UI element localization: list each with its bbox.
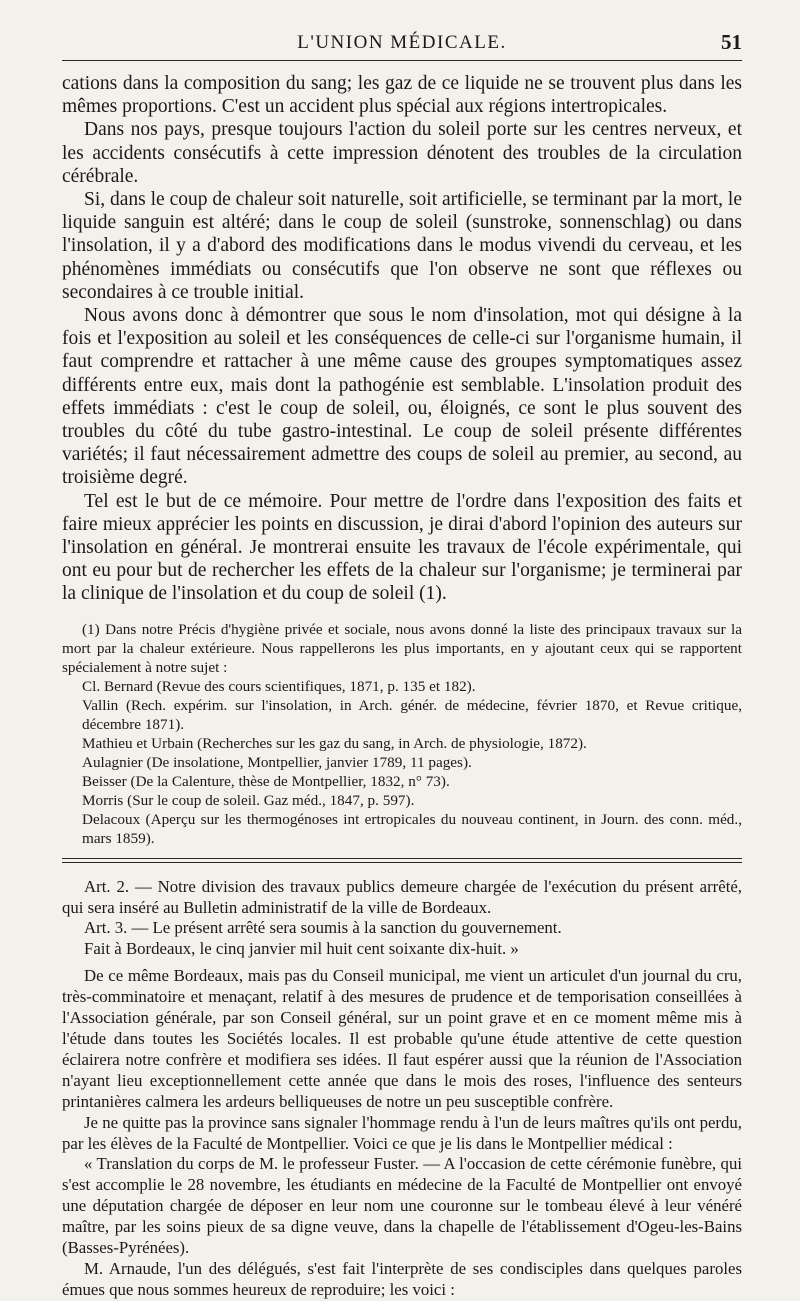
footnote-reference: Delacoux (Aperçu sur les thermogénoses int ertropicales du nouveau continent, in Journ. des conn. méd., mars 1859). xyxy=(82,810,742,847)
paragraph-fuster-translation: « Translation du corps de M. le professeur Fuster. — A l'occasion de cette cérémonie funèbre, qui s'est accomplie le 28 novembre, les étudiants en médecine de la Faculté de Montpellier ont envoyé une députation chargée de déposer en leur nom une couronne sur le tombeau élevé à leur vénéré maître, par les soins pieux de sa digne veuve, dans la chapelle de l'établissement d'Ogeu-les-Bains (Basses-Pyrénées). xyxy=(62,1154,742,1258)
paragraph-montpellier-homage: Je ne quitte pas la province sans signaler l'hommage rendu à l'un de leurs maîtres qu'ils ont perdu, par les élèves de la Faculté de Montpellier. Voici ce que je lis dans le Montpellier médical : xyxy=(62,1112,742,1153)
article-2: Art. 2. — Notre division des travaux publics demeure chargée de l'exécution du présent arrêté, qui sera inséré au Bulletin administratif de la ville de Bordeaux. xyxy=(62,876,742,917)
article-3: Art. 3. — Le présent arrêté sera soumis à la sanction du gouvernement. xyxy=(84,918,562,938)
footnotes xyxy=(62,620,742,848)
paragraph-continuation: cations dans la composition du sang; les gaz de ce liquide ne se trouvent plus dans les mêmes proportions. C'est un accident plus spécial aux régions intertropicales. xyxy=(62,73,742,118)
paragraph-memoir-aim: Tel est le but de ce mémoire. Pour mettre de l'ordre dans l'exposition des faits et faire mieux apprécier les points en discussion, je dirai d'abord l'opinion des auteurs sur l'insolation en général. Je montrerai ensuite les travaux de l'école expérimentale, qui ont eu pour but de rechercher les effets de la chaleur sur l'organisme; je terminerai par la clinique de l'insolation et du coup de soleil (1). xyxy=(62,490,742,605)
paragraph-bordeaux-journal: De ce même Bordeaux, mais pas du Conseil municipal, me vient un articulet d'un journal du cru, très-comminatoire et menaçant, relatif à des mesures de prudence et de temporisation conseillées à l'Association générale, par son Conseil général, sur un point grave et en ce moment même mis à l'étude dans toutes les Sociétés locales. Il est probable qu'une étude attentive de cette question éclairera notre confrère et modifiera ses idées. Il faut espérer aussi que la réunion de l'Association n'ayant lieu exceptionnellement cette année que dans le mois des roses, l'influence des senteurs printanières calmera les ardeurs belliqueuses de notre un peu susceptible confrère. xyxy=(62,966,742,1111)
paragraph-arnaude: M. Arnaude, l'un des délégués, s'est fait l'interprète de ses condisciples dans quelques paroles émues que nous sommes heureux de reproduire; les voici : xyxy=(62,1258,742,1299)
footnote-reference: Beisser (De la Calenture, thèse de Montpellier, 1832, n° 73). xyxy=(82,772,450,790)
paragraph-insolation-definition: Nous avons donc à démontrer que sous le nom d'insolation, mot qui désigne à la fois et l'exposition au soleil et les conséquences de celle-ci sur l'organisme humain, il faut comprendre et rattacher à une même cause des groupes symptomatiques assez différents entre eux, mais dont la pathogénie est semblable. L'insolation produit des effets immédiats : c'est le coup de soleil, ou, éloignés, ce sont le plus souvent des troubles du côté du tube gastro-intestinal. Le coup de soleil présente différentes variétés; il faut nécessairement admettre des coups de soleil au premier, au second, au troisième degré. xyxy=(62,305,742,489)
page-body xyxy=(62,72,742,1301)
page-header xyxy=(62,28,742,61)
page-number: 51 xyxy=(721,30,742,54)
footnote-reference: Aulagnier (De insolatione, Montpellier, janvier 1789, 11 pages). xyxy=(82,753,472,771)
paragraph-nervous-centers: Dans nos pays, presque toujours l'action du soleil porte sur les centres nerveux, et les accidents consécutifs à cette impression dénotent des troubles de la circulation cérébrale. xyxy=(62,119,742,187)
footnote-intro: (1) Dans notre Précis d'hygiène privée et sociale, nous avons donné la liste des principaux travaux sur la mort par la chaleur extérieure. Nous rappellerons les plus importants, en y ajoutant ceux qui se rapportent spécialement à notre sujet : xyxy=(62,620,742,676)
footnote-reference: Morris (Sur le coup de soleil. Gaz méd., 1847, p. 597). xyxy=(82,791,415,809)
arrete-date: Fait à Bordeaux, le cinq janvier mil huit cent soixante dix-huit. » xyxy=(84,939,519,959)
chronicle-section xyxy=(62,877,742,1301)
section-divider xyxy=(62,858,742,863)
footnote-reference: Cl. Bernard (Revue des cours scientifiques, 1871, p. 135 et 182). xyxy=(82,677,476,695)
running-title: L'UNION MÉDICALE. xyxy=(297,32,507,53)
footnote-reference: Mathieu et Urbain (Recherches sur les gaz du sang, in Arch. de physiologie, 1872). xyxy=(82,734,587,752)
footnote-reference: Vallin (Rech. expérim. sur l'insolation, in Arch. génér. de médecine, février 1870, et Revue critique, décembre 1871). xyxy=(82,696,742,733)
paragraph-heatstroke: Si, dans le coup de chaleur soit naturelle, soit artificielle, se terminant par la mort, le liquide sanguin est altéré; dans le coup de soleil (sunstroke, sonnenschlag) ou dans l'insolation, il y a d'abord des modifications dans le modus vivendi du cerveau, et les phénomènes immédiats ou consécutifs que l'on observe ne sont que réflexes ou secondaires à ce trouble initial. xyxy=(62,189,742,303)
